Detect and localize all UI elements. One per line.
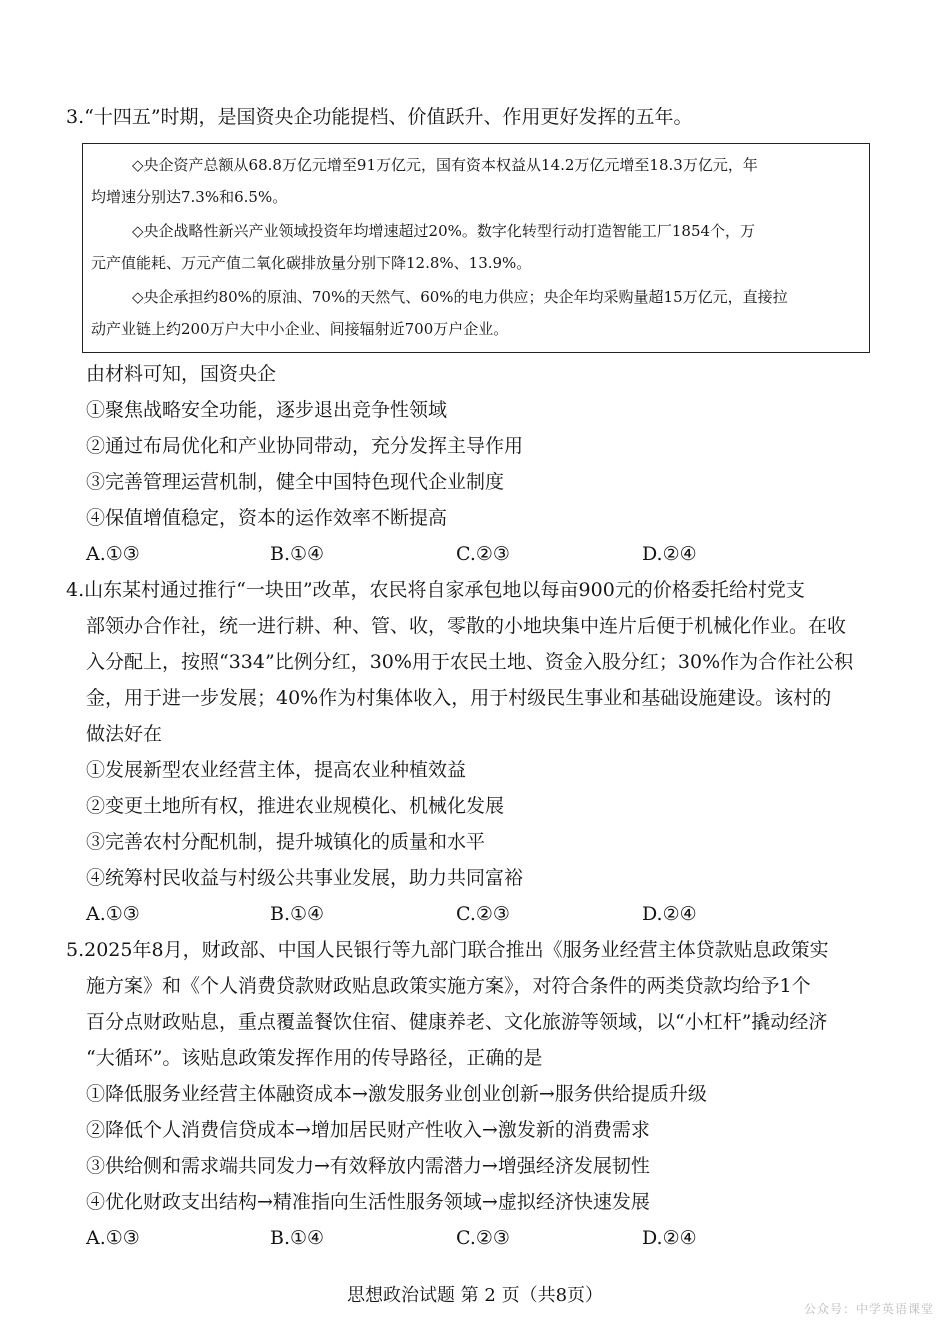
- q5-option: ②降低个人消费信贷成本→增加居民财产性收入→激发新的消费需求: [86, 1119, 650, 1141]
- watermark: 公众号：中学英语课堂: [803, 1302, 934, 1316]
- q3-material-line: ◇央企战略性新兴产业领域投资年均增速超过20%。数字化转型行动打造智能工厂1854个，万: [132, 222, 756, 240]
- q3-material-line: 均增速分别达7.3%和6.5%。: [91, 188, 288, 206]
- q5-choice-a: A.①③: [86, 1227, 140, 1249]
- q4-choice-d: D.②④: [642, 903, 697, 925]
- q3-choice-a: A.①③: [86, 543, 140, 565]
- q4-stem-line: 4.山东某村通过推行“一块田”改革，农民将自家承包地以每亩900元的价格委托给村党支: [66, 579, 805, 601]
- q4-option: ④统筹村民收益与村级公共事业发展，助力共同富裕: [86, 867, 524, 889]
- q3-choice-c: C.②③: [456, 543, 510, 565]
- q5-stem-line: 百分点财政贴息，重点覆盖餐饮住宿、健康养老、文化旅游等领域，以“小杠杆”撬动经济: [86, 1011, 828, 1033]
- q5-stem-line: “大循环”。该贴息政策发挥作用的传导路径，正确的是: [86, 1047, 543, 1069]
- q4-stem-line: 做法好在: [86, 723, 163, 745]
- q5-choice-d: D.②④: [642, 1227, 697, 1249]
- q5-stem-line: 5.2025年8月，财政部、中国人民银行等九部门联合推出《服务业经营主体贷款贴息政策实: [66, 939, 829, 961]
- q4-stem-line: 金，用于进一步发展；40%作为村集体收入，用于村级民生事业和基础设施建设。该村的: [86, 687, 832, 709]
- q5-option: ④优化财政支出结构→精准指向生活性服务领域→虚拟经济快速发展: [86, 1191, 650, 1213]
- q5-choice-c: C.②③: [456, 1227, 510, 1249]
- q5-stem-line: 施方案》和《个人消费贷款财政贴息政策实施方案》，对符合条件的两类贷款均给予1个: [86, 975, 811, 997]
- q5-option: ①降低服务业经营主体融资成本→激发服务业创业创新→服务供给提质升级: [86, 1083, 707, 1105]
- q5-choice-b: B.①④: [270, 1227, 325, 1249]
- q3-option: ②通过布局优化和产业协同带动，充分发挥主导作用: [86, 435, 524, 457]
- q3-material-line: 元产值能耗、万元产值二氧化碳排放量分别下降12.8%、13.9%。: [91, 254, 532, 272]
- q4-option: ①发展新型农业经营主体，提高农业种植效益: [86, 759, 467, 781]
- q4-stem-line: 入分配上，按照“334”比例分红，30%用于农民土地、资金入股分红；30%作为合作社公积: [86, 651, 854, 673]
- q4-choice-b: B.①④: [270, 903, 325, 925]
- q4-choice-c: C.②③: [456, 903, 510, 925]
- q3-material-line: ◇央企承担约80%的原油、70%的天然气、60%的电力供应；央企年均采购量超15万亿元，直接拉: [132, 288, 788, 306]
- q3-material-line: 动产业链上约200万户大中小企业、间接辐射近700万户企业。: [91, 320, 509, 338]
- q3-option: ①聚焦战略安全功能，逐步退出竞争性领域: [86, 399, 448, 421]
- q3-option: ③完善管理运营机制，健全中国特色现代企业制度: [86, 471, 505, 493]
- q4-stem-line: 部领办合作社，统一进行耕、种、管、收，零散的小地块集中连片后便于机械化作业。在收: [86, 615, 847, 637]
- q3-material-line: ◇央企资产总额从68.8万亿元增至91万亿元，国有资本权益从14.2万亿元增至18.3万亿元，年: [132, 156, 758, 174]
- q3-choice-b: B.①④: [270, 543, 325, 565]
- q3-choice-d: D.②④: [642, 543, 697, 565]
- q3-material-box: [82, 143, 870, 353]
- q3-lead: 由材料可知，国资央企: [86, 363, 277, 385]
- q4-option: ②变更土地所有权，推进农业规模化、机械化发展: [86, 795, 505, 817]
- q3-stem: 3.“十四五”时期，是国资央企功能提档、价值跃升、作用更好发挥的五年。: [66, 106, 693, 128]
- q3-option: ④保值增值稳定，资本的运作效率不断提高: [86, 507, 448, 529]
- page-footer: 思想政治试题 第 2 页（共8页）: [346, 1285, 604, 1306]
- q4-choice-a: A.①③: [86, 903, 140, 925]
- q4-option: ③完善农村分配机制，提升城镇化的质量和水平: [86, 831, 486, 853]
- q5-option: ③供给侧和需求端共同发力→有效释放内需潜力→增强经济发展韧性: [86, 1155, 650, 1177]
